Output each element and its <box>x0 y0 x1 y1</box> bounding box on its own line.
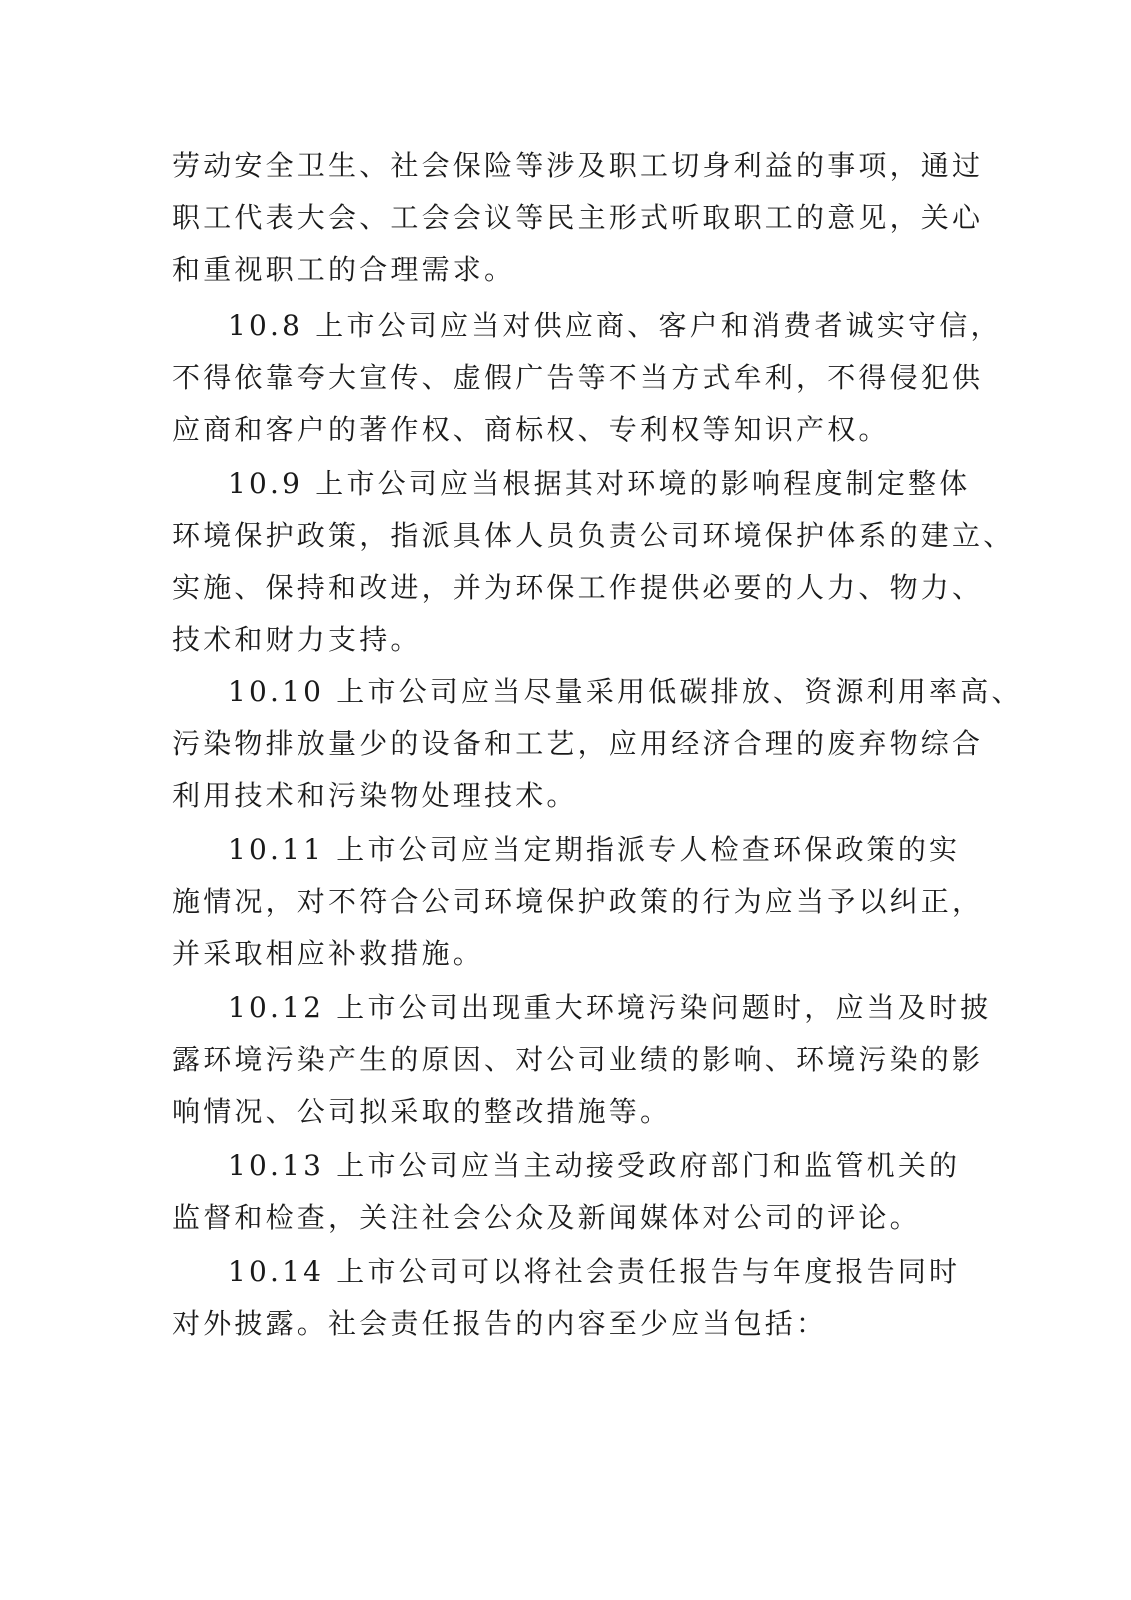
text-line: 和重视职工的合理需求。 <box>172 253 516 286</box>
text-line: 劳动安全卫生、社会保险等涉及职工切身利益的事项，通过 <box>172 149 984 182</box>
clause-10-10-first-line: 10.10 上市公司应当尽量采用低碳排放、资源利用率高、 <box>228 675 1023 708</box>
text-line: 利用技术和污染物处理技术。 <box>172 779 578 812</box>
text-line: 污染物排放量少的设备和工艺，应用经济合理的废弃物综合 <box>172 727 984 760</box>
text-line: 实施、保持和改进，并为环保工作提供必要的人力、物力、 <box>172 571 984 604</box>
clause-10-12-first-line: 10.12 上市公司出现重大环境污染问题时，应当及时披 <box>228 991 992 1024</box>
text-line: 并采取相应补救措施。 <box>172 937 485 970</box>
clause-10-8-first-line: 10.8 上市公司应当对供应商、客户和消费者诚实守信， <box>228 309 1002 342</box>
clause-10-9-first-line: 10.9 上市公司应当根据其对环境的影响程度制定整体 <box>228 467 971 500</box>
text-line: 技术和财力支持。 <box>172 623 422 656</box>
text-line: 不得依靠夸大宣传、虚假广告等不当方式牟利，不得侵犯供 <box>172 361 984 394</box>
clause-10-14-first-line: 10.14 上市公司可以将社会责任报告与年度报告同时 <box>228 1255 961 1288</box>
text-line: 职工代表大会、工会会议等民主形式听取职工的意见，关心 <box>172 201 984 234</box>
text-line: 露环境污染产生的原因、对公司业绩的影响、环境污染的影 <box>172 1043 984 1076</box>
text-line: 响情况、公司拟采取的整改措施等。 <box>172 1095 672 1128</box>
text-line: 监督和检查，关注社会公众及新闻媒体对公司的评论。 <box>172 1201 921 1234</box>
text-line: 施情况，对不符合公司环境保护政策的行为应当予以纠正， <box>172 885 984 918</box>
text-line: 应商和客户的著作权、商标权、专利权等知识产权。 <box>172 413 890 446</box>
clause-10-11-first-line: 10.11 上市公司应当定期指派专人检查环保政策的实 <box>228 833 961 866</box>
text-line: 对外披露。社会责任报告的内容至少应当包括： <box>172 1307 828 1340</box>
clause-10-13-first-line: 10.13 上市公司应当主动接受政府部门和监管机关的 <box>228 1149 961 1182</box>
text-line: 环境保护政策，指派具体人员负责公司环境保护体系的建立、 <box>172 519 1015 552</box>
